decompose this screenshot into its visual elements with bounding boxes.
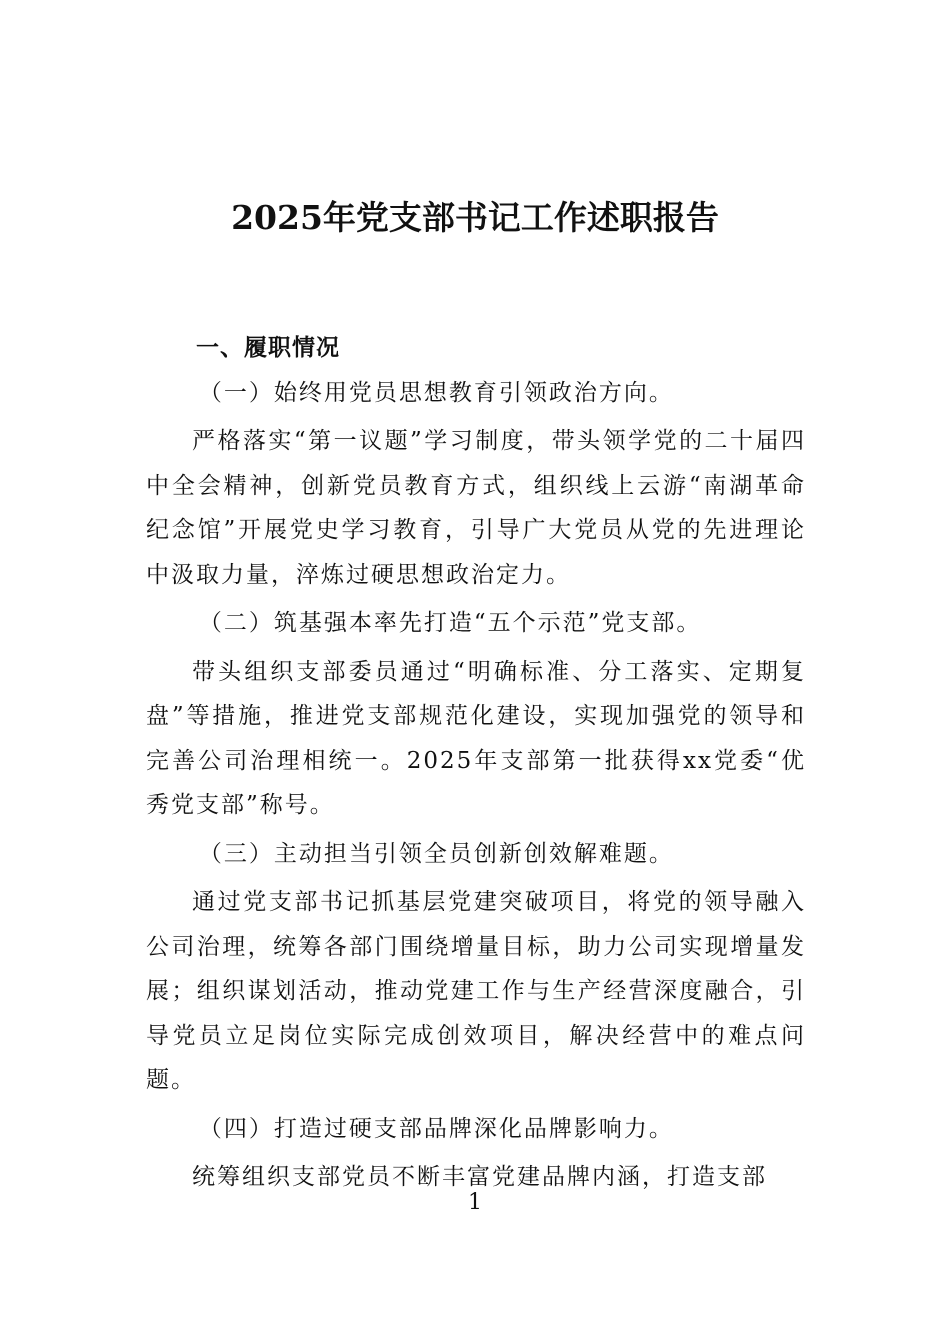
document-body <box>146 326 806 1204</box>
subsection-heading-2: （二）筑基强本率先打造“五个示范”党支部。 <box>198 610 702 636</box>
paragraph-2: 带头组织支部委员通过“明确标准、分工落实、定期复盘”等措施，推进党支部规范化建设，实现加强党的领导和完善公司治理相统一。2025年支部第一批获得xx党委“优秀党支部”称号。 <box>146 658 806 818</box>
document-title: 2025年党支部书记工作述职报告 <box>231 198 719 237</box>
paragraph-1: 严格落实“第一议题”学习制度，带头领学党的二十届四中全会精神，创新党员教育方式，组织线上云游“南湖革命纪念馆”开展党史学习教育，引导广大党员从党的先进理论中汲取力量，淬炼过硬思想政治定力。 <box>146 428 806 588</box>
paragraph-4: 统筹组织支部党员不断丰富党建品牌内涵，打造支部 <box>192 1164 767 1190</box>
subsection-heading-1: （一）始终用党员思想教育引领政治方向。 <box>198 379 674 406</box>
page-number: 1 <box>468 1190 482 1215</box>
subsection-heading-4: （四）打造过硬支部品牌深化品牌影响力。 <box>198 1115 674 1142</box>
subsection-heading-3: （三）主动担当引领全员创新创效解难题。 <box>198 840 674 867</box>
section-heading: 一、履职情况 <box>196 335 340 361</box>
paragraph-3: 通过党支部书记抓基层党建突破项目，将党的领导融入公司治理，统筹各部门围绕增量目标，助力公司实现增量发展；组织谋划活动，推动党建工作与生产经营深度融合，引导党员立足岗位实际完成创效项目，解决经营中的难点问题。 <box>146 889 806 1093</box>
